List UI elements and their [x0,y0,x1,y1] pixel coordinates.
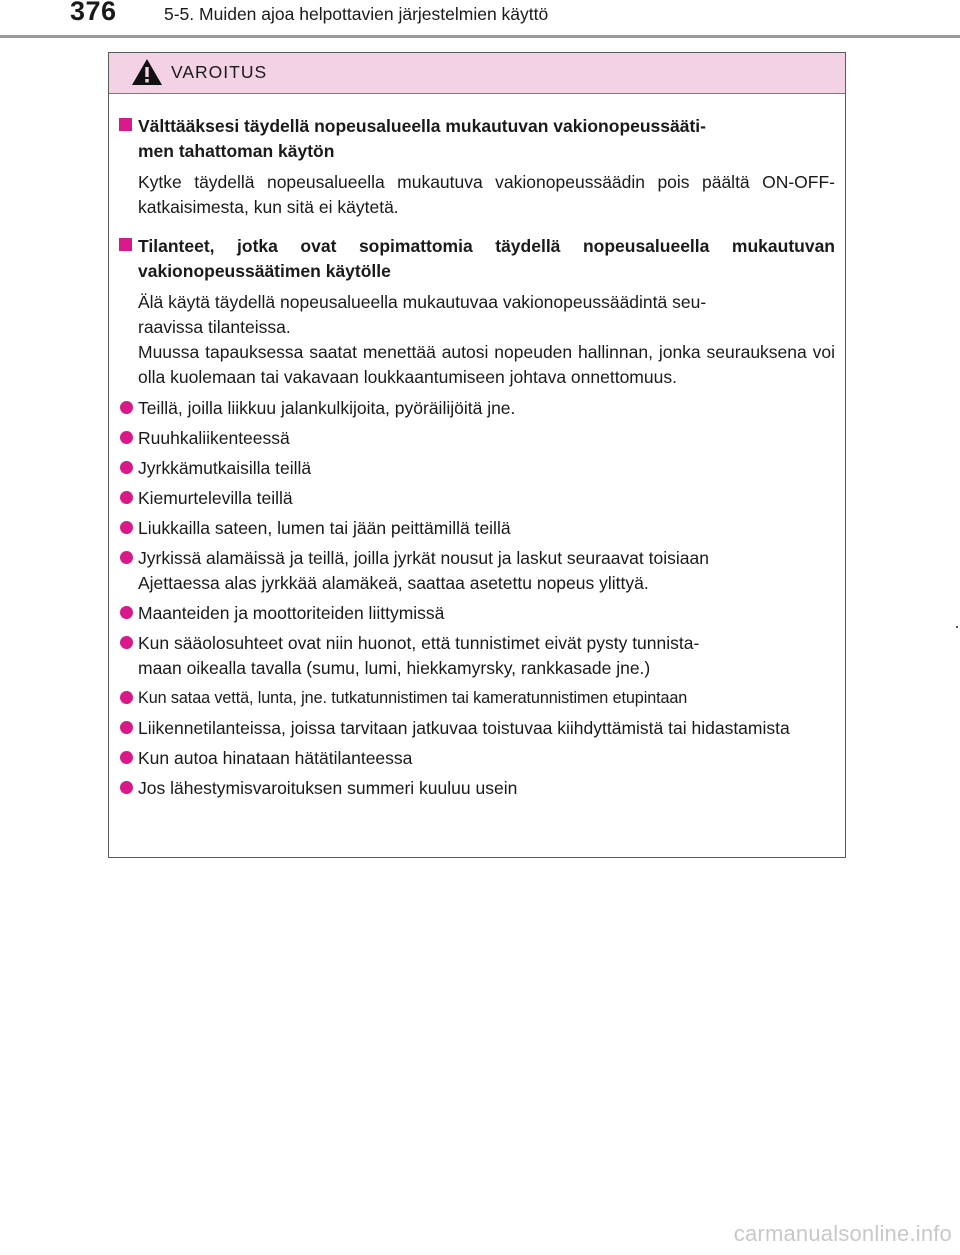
list-item-text: Kiemurtelevilla teillä [138,488,293,508]
list-item [119,486,835,511]
list-item-text: Liukkailla sateen, lumen tai jään peittämillä teillä [138,518,511,538]
bullet-list [119,396,835,801]
bullet-dot-icon [120,751,133,764]
bullet-dot-icon [120,521,133,534]
margin-mark [956,626,958,628]
list-item-text: Teillä, joilla liikkuu jalankulkijoita, pyöräilijöitä jne. [138,398,516,418]
bullet-dot-icon [120,401,133,414]
list-item [119,601,835,626]
list-item [119,516,835,541]
list-item [119,426,835,451]
watermark: carmanualsonline.info [733,1221,952,1246]
bullet-dot-icon [120,781,133,794]
list-item-text: Liikennetilanteissa, joissa tarvitaan jatkuvaa toistuvaa kiihdyttämistä tai hidastamista [138,718,790,738]
section-heading: Välttääksesi täydellä nopeusalueella mukautuvan vakionopeussääti- men tahattoman käytön [138,116,706,161]
list-item [119,746,835,771]
warning-section [119,114,835,220]
list-item-text: Jos lähestymisvaroituksen summeri kuuluu usein [138,778,518,798]
list-item-text: Kun autoa hinataan hätätilanteessa [138,748,413,768]
list-item-text: Kun sääolosuhteet ovat niin huonot, että tunnistimet eivät pysty tunnista- maan oikealla tavalla (sumu, lumi, hiekkamyrsky, rankkasade jne.) [138,633,700,678]
section-heading: Tilanteet, jotka ovat sopimattomia täydellä nopeusalueella mukautuvan vakionopeussäätimen käytölle [138,236,835,281]
list-item [119,776,835,801]
warning-header [109,53,845,94]
section-title: 5-5. Muiden ajoa helpottavien järjestelmien käyttö [164,4,549,24]
bullet-dot-icon [120,636,133,649]
section-square-marker-icon [119,238,132,251]
section-square-marker-icon [119,118,132,131]
bullet-dot-icon [120,461,133,474]
bullet-dot-icon [120,551,133,564]
section-text: Kytke täydellä nopeusalueella mukautuva vakionopeussäädin pois päältä ON-OFF-katkaisimesta, kun sitä ei käytetä. [138,172,835,217]
list-item-text: Jyrkkämutkaisilla teillä [138,458,312,478]
section-text: Älä käytä täydellä nopeusalueella mukautuvaa vakionopeussäädintä seu- raavissa tilanteissa. Muussa tapauksessa saatat menettää autosi nopeuden hallinnan, jonka seurauksena voi olla kuolemaan tai vakavaan loukkaantumiseen johtava onnettomuus. [138,292,835,387]
list-item [119,686,835,711]
warning-box [108,52,846,858]
list-item [119,631,835,681]
warning-label: VAROITUS [171,62,268,82]
bullet-dot-icon [120,606,133,619]
bullet-dot-icon [120,691,133,704]
list-item [119,546,835,596]
list-item-text: Kun sataa vettä, lunta, jne. tutkatunnistimen tai kameratunnistimen etupintaan [138,689,688,707]
warning-triangle-icon [131,58,163,86]
list-item-text: Ruuhkaliikenteessä [138,428,290,448]
page-header [0,0,960,40]
warning-body [109,94,845,801]
list-item-text: Jyrkissä alamäissä ja teillä, joilla jyrkät nousut ja laskut seuraavat toisiaan Ajettaessa alas jyrkkää alamäkeä, saattaa asetettu nopeus ylittyä. [138,548,709,593]
list-item [119,456,835,481]
list-item-text: Maanteiden ja moottoriteiden liittymissä [138,603,445,623]
header-divider [0,35,960,38]
list-item [119,716,835,741]
bullet-dot-icon [120,491,133,504]
page-number: 376 [70,0,117,26]
bullet-dot-icon [120,721,133,734]
list-item [119,396,835,421]
warning-section [119,234,835,390]
bullet-dot-icon [120,431,133,444]
